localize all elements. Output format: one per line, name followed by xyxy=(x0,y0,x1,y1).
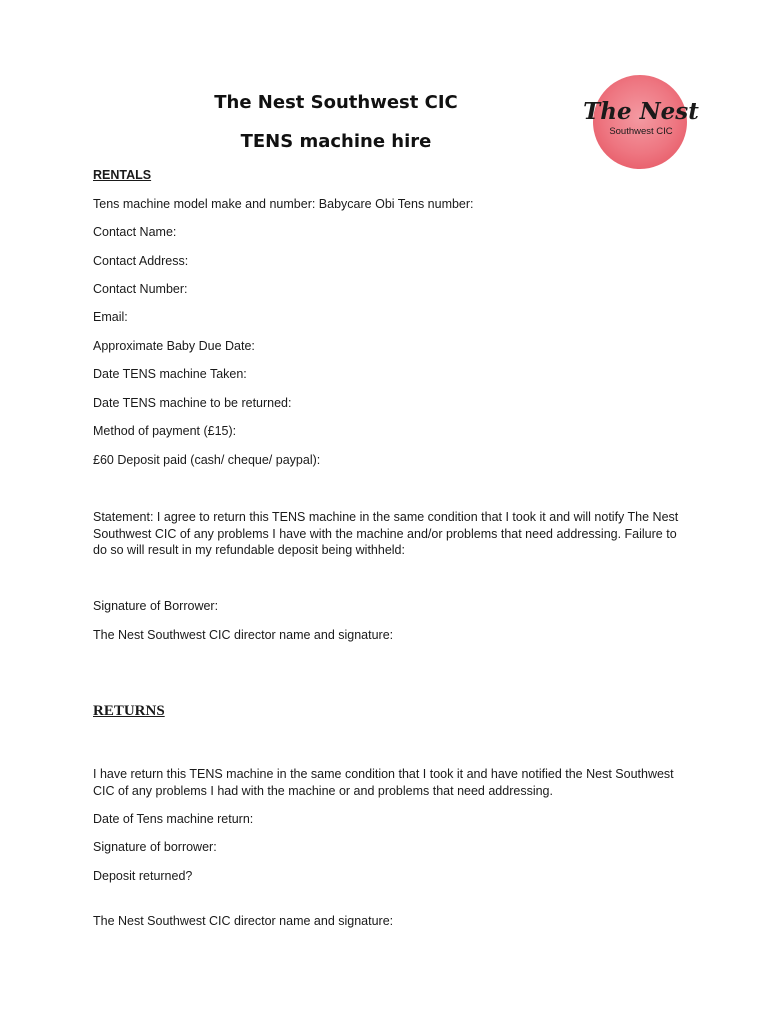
field-date-taken: Date TENS machine Taken: xyxy=(93,367,247,381)
field-date-return: Date TENS machine to be returned: xyxy=(93,396,292,410)
form-title: TENS machine hire xyxy=(240,131,432,152)
returns-borrower-signature: Signature of borrower: xyxy=(93,840,217,854)
field-contact-name: Contact Name: xyxy=(93,225,177,239)
field-due-date: Approximate Baby Due Date: xyxy=(93,339,255,353)
rentals-borrower-signature: Signature of Borrower: xyxy=(93,599,219,613)
field-payment: Method of payment (£15): xyxy=(93,424,237,438)
returns-date: Date of Tens machine return: xyxy=(93,812,254,826)
field-contact-number: Contact Number: xyxy=(93,282,188,296)
logo-subtitle: Southwest CIC xyxy=(609,126,673,137)
field-email: Email: xyxy=(93,310,128,324)
rentals-heading: RENTALS xyxy=(93,168,152,182)
field-model: Tens machine model make and number: Babycare Obi Tens number: xyxy=(93,197,474,211)
the-nest-logo xyxy=(583,73,699,171)
returns-director-signature: The Nest Southwest CIC director name and signature: xyxy=(93,914,394,928)
returns-deposit: Deposit returned? xyxy=(93,869,193,883)
org-title: The Nest Southwest CIC xyxy=(214,92,458,113)
logo-name: The Nest xyxy=(583,98,699,125)
rentals-director-signature: The Nest Southwest CIC director name and signature: xyxy=(93,628,394,642)
field-contact-address: Contact Address: xyxy=(93,254,189,268)
returns-heading: RETURNS xyxy=(93,703,165,719)
field-deposit: £60 Deposit paid (cash/ cheque/ paypal): xyxy=(93,453,321,467)
returns-statement: I have return this TENS machine in the same condition that I took it and have notified the Nest Southwest CIC of any problems I had with the machine or and problems that need addressing. xyxy=(93,767,674,798)
rentals-statement: Statement: I agree to return this TENS machine in the same condition that I took it and will notify The Nest Southwest CIC of any problems I have with the machine and/or problems that need addressing. Failure to do so will result in my refundable deposit being withheld: xyxy=(93,510,679,557)
